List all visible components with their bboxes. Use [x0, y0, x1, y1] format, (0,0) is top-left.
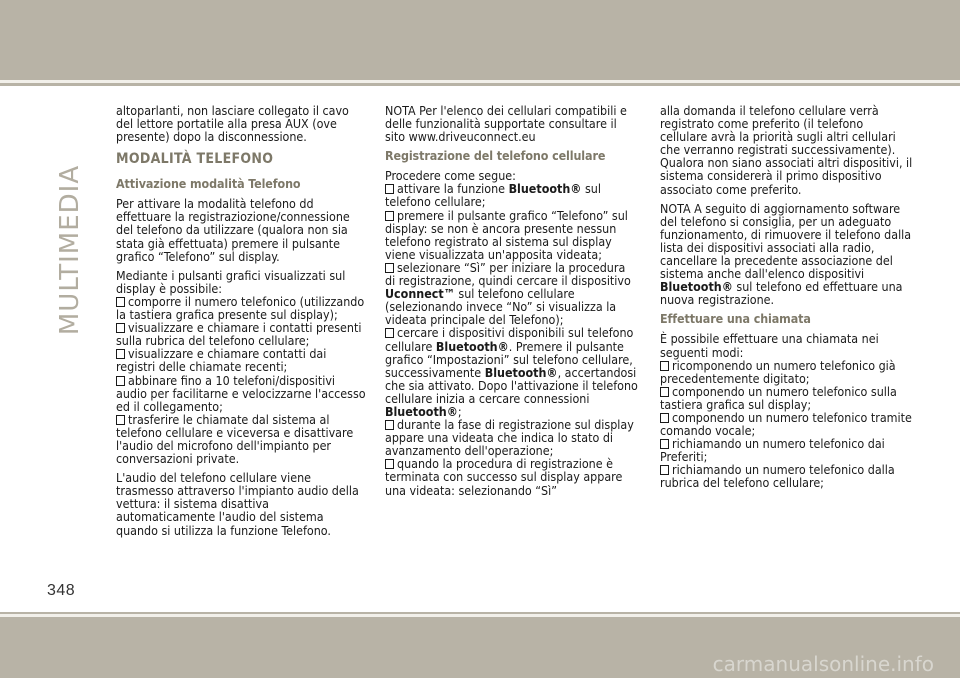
paragraph: alla domanda il telefono cellulare verrà registrato come preferito (il telefono cellulare avrà la priorità sugli altri cellulari che verranno registrati successivamente). Qualora non siano associati altri dispositivi, il sistema considererà il primo dispositivo associato come preferito.	[660, 103, 913, 197]
list-item: durante la fase di registrazione sul display appare una videata che indica lo stato di avanzamento dell'operazione;	[385, 417, 634, 459]
note-paragraph: NOTA Per l'elenco dei cellulari compatibili e delle funzionalità supportate consultare il sito www.driveuconnect.eu	[385, 103, 627, 145]
subheading-registration: Registrazione del telefono cellulare	[385, 148, 606, 164]
list-item: componendo un numero telefonico tramite comando vocale;	[660, 409, 912, 439]
list-item: componendo un numero telefonico sulla tastiera grafica sul display;	[660, 383, 897, 412]
list-item: attivare la funzione Bluetooth® sul telefono cellulare;	[385, 181, 601, 210]
paragraph: Per attivare la modalità telefono dd effettuare la registraziozione/connessione del telefono da utilizzare (qualora non sia stata già effettuata) premere il pulsante grafico “Telefono” sul display.	[116, 196, 350, 264]
list-item: trasferire le chiamate dal sistema al telefono cellulare e viceversa e disattivare l'audio del microfono dell'impianto per conversazioni private.	[116, 411, 354, 467]
header-divider	[0, 80, 960, 83]
checkbox-bullet-icon	[116, 323, 125, 333]
list-item: ricomponendo un numero telefonico già precedentemente digitato;	[660, 357, 896, 386]
checkbox-bullet-icon	[385, 184, 394, 194]
note-paragraph: NOTA A seguito di aggiornamento software del telefono si consiglia, per un adeguato funzionamento, di rimuovere il telefono dalla lista dei dispositivi associati alla radio, cancellare la precedente associazione del sistema anche dall'elenco dispositivi Bluetooth® sul telefono ed effettuare una nuova registrazione.	[660, 200, 912, 308]
checkbox-bullet-icon	[116, 415, 125, 425]
list-item: cercare i dispositivi disponibili sul telefono cellulare Bluetooth®. Premere il pulsante grafico “Impostazioni” sul telefono cellulare, successivamente Bluetooth®, accertandosi che sia attivato. Dopo l'attivazione il telefono cellulare inizia a cercare connessioni Bluetooth®;	[385, 325, 638, 419]
list-item: richiamando un numero telefonico dai Preferiti;	[660, 436, 885, 465]
subheading-activation: Attivazione modalità Telefono	[116, 176, 301, 192]
list-item: visualizzare e chiamare contatti dai registri delle chiamate recenti;	[116, 346, 327, 375]
list-item: selezionare “Sì” per iniziare la procedura di registrazione, quindi cercare il dispositivo Uconnect™ sul telefono cellulare (selezionando invece “No” si visualizza la videata principale del Telefono);	[385, 259, 631, 328]
checkbox-bullet-icon	[116, 349, 125, 359]
checkbox-bullet-icon	[660, 413, 669, 423]
checkbox-bullet-icon	[660, 361, 669, 371]
bullet-list	[660, 359, 913, 490]
bullet-list	[385, 182, 638, 496]
checkbox-bullet-icon	[385, 459, 394, 469]
paragraph: L'audio del telefono cellulare viene trasmesso attraverso l'impianto audio della vettura: il sistema disattiva automaticamente l'audio del sistema quando si utilizza la funzione Telefono.	[116, 470, 359, 538]
intro-paragraph: altoparlanti, non lasciare collegato il cavo del lettore portatile alla presa AUX (ove presente) dopo la disconnessione.	[116, 103, 349, 145]
list-item: richiamando un numero telefonico dalla rubrica del telefono cellulare;	[660, 462, 895, 491]
section-side-label: MULTIMEDIA	[55, 164, 85, 336]
checkbox-bullet-icon	[385, 211, 394, 221]
subheading-call: Effettuare una chiamata	[660, 311, 811, 327]
paragraph: Procedere come segue:	[385, 168, 516, 184]
header-band	[0, 0, 960, 86]
column-2	[385, 104, 638, 503]
column-3	[660, 104, 913, 496]
list-item: comporre il numero telefonico (utilizzando la tastiera grafica presente sul display);	[116, 293, 365, 323]
checkbox-bullet-icon	[660, 387, 669, 397]
checkbox-bullet-icon	[116, 297, 125, 307]
checkbox-bullet-icon	[660, 439, 669, 449]
list-item: premere il pulsante grafico “Telefono” sul display: se non è ancora presente nessun telefono registrato al sistema sul display viene visualizzata un'apposita videata;	[385, 207, 628, 262]
section-title: MODALITÀ TELEFONO	[116, 151, 274, 168]
checkbox-bullet-icon	[385, 420, 394, 430]
column-1	[116, 104, 369, 543]
checkbox-bullet-icon	[660, 465, 669, 475]
checkbox-bullet-icon	[385, 263, 394, 273]
list-item: quando la procedura di registrazione è terminata con successo sul display appare una videata: selezionando “Sì”	[385, 456, 623, 498]
page-number: 348	[47, 582, 76, 599]
checkbox-bullet-icon	[116, 376, 125, 386]
list-item: abbinare fino a 10 telefoni/dispositivi audio per facilitarne e velocizzarne l'accesso ed il collegamento;	[116, 372, 366, 414]
footer-divider	[0, 614, 960, 617]
list-item: visualizzare e chiamare i contatti presenti sulla rubrica del telefono cellulare;	[116, 320, 362, 349]
paragraph: Mediante i pulsanti grafici visualizzati sul display è possibile:	[116, 267, 346, 296]
checkbox-bullet-icon	[385, 328, 394, 338]
watermark: carmanualsonline.info	[712, 652, 934, 676]
paragraph: È possibile effettuare una chiamata nei seguenti modi:	[660, 331, 879, 360]
bullet-list	[116, 295, 369, 465]
